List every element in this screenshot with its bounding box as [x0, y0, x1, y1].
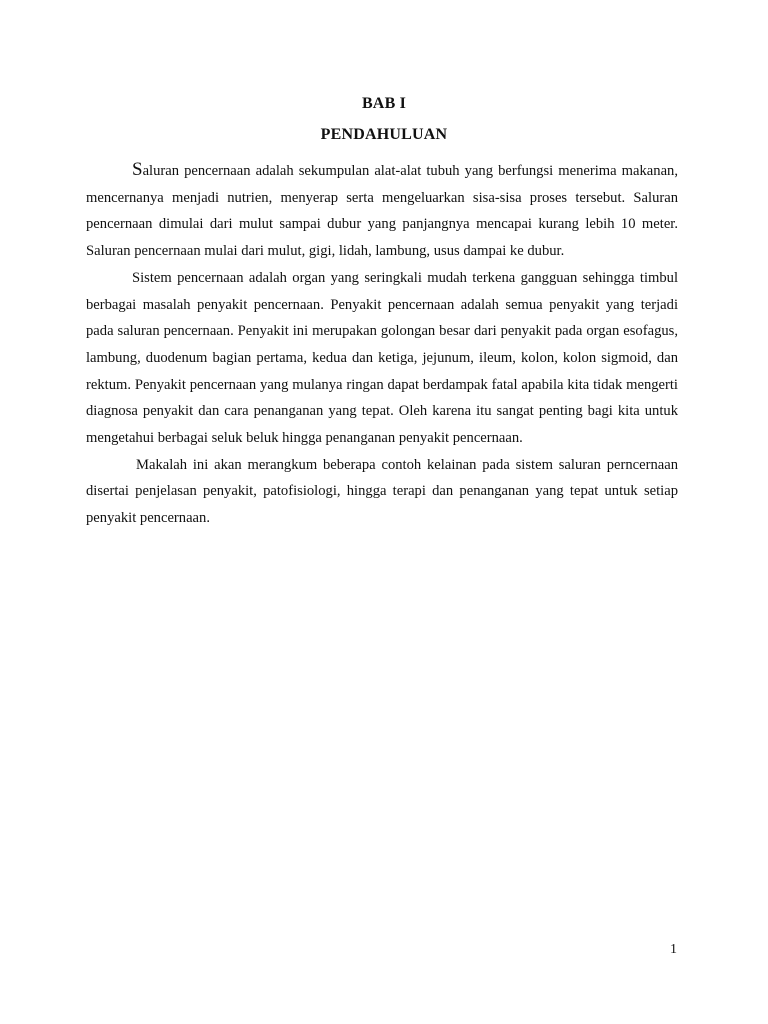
- paragraph-1-text: aluran pencernaan adalah sekumpulan alat-alat tubuh yang berfungsi menerima makanan, mencernanya menjadi nutrien, menyerap serta mengeluarkan sisa-sisa proses tersebut. Saluran pencernaan dimulai dari mulut sampai dubur yang panjangnya mencapai kurang lebih 10 meter. Saluran pencernaan mulai dari mulut, gigi, lidah, lambung, usus dampai ke dubur.: [86, 163, 678, 260]
- paragraph-3: Makalah ini akan merangkum beberapa contoh kelainan pada sistem saluran perncernaan disertai penjelasan penyakit, patofisiologi, hingga terapi dan penanganan yang tepat untuk setiap penyakit pencernaan.: [86, 456, 678, 527]
- paragraph-initial-letter: S: [132, 159, 143, 180]
- chapter-title: PENDAHULUAN: [320, 126, 448, 143]
- chapter-heading: BAB I: [361, 95, 407, 112]
- paragraph-2: Sistem pencernaan adalah organ yang seringkali mudah terkena gangguan sehingga timbul berbagai masalah penyakit pencernaan. Penyakit pencernaan adalah semua penyakit yang terjadi pada saluran pencernaan. Penyakit ini merupakan golongan besar dari penyakit pada organ esofagus, lambung, duodenum bagian pertama, kedua dan ketiga, jejunum, ileum, kolon, kolon sigmoid, dan rektum. Penyakit pencernaan yang mulanya ringan dapat berdampak fatal apabila kita tidak mengerti diagnosa penyakit dan cara penanganan yang tepat. Oleh karena itu sangat penting bagi kita untuk mengetahui berbagai seluk beluk hingga penanganan penyakit pencernaan.: [86, 269, 678, 447]
- page-number: 1: [670, 942, 677, 957]
- paragraph-1: [86, 157, 678, 265]
- document-body: [86, 157, 678, 532]
